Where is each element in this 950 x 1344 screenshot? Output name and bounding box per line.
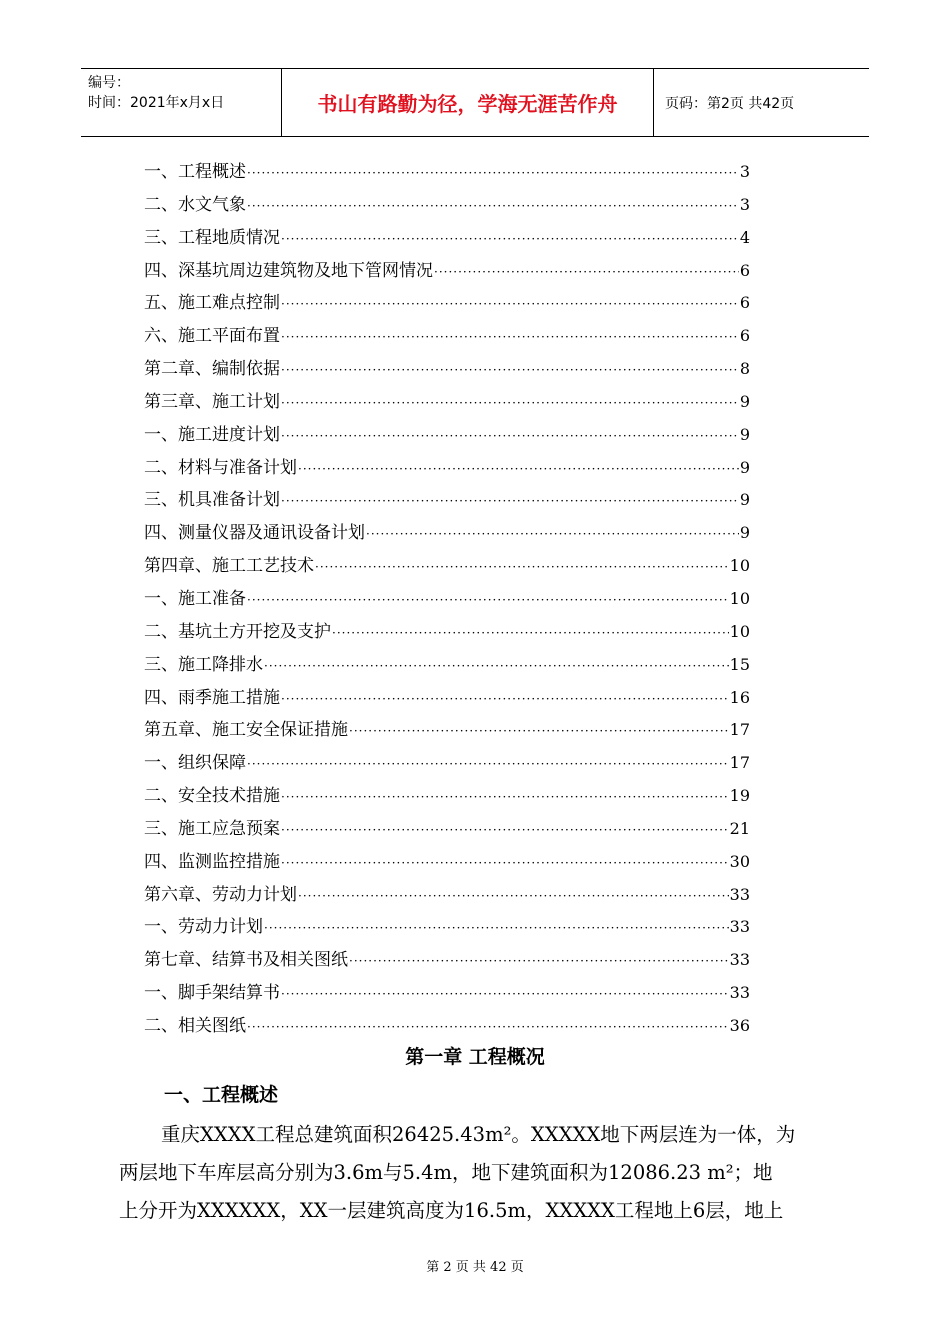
toc-entry[interactable] <box>144 649 750 682</box>
toc-entry[interactable] <box>144 747 750 780</box>
toc-leader-dots <box>281 321 739 354</box>
body-paragraph <box>119 1116 843 1230</box>
toc-entry-title: 一、施工进度计划 <box>144 424 280 445</box>
toc-entry-page: 9 <box>739 490 750 510</box>
toc-entry-title: 二、材料与准备计划 <box>144 457 297 478</box>
toc-leader-dots <box>247 157 739 190</box>
toc-entry[interactable] <box>144 714 750 747</box>
toc-leader-dots <box>281 978 729 1011</box>
header-page-info: 页码：第2页 共42页 <box>665 95 795 112</box>
toc-entry-title: 一、工程概述 <box>144 162 246 182</box>
toc-entry-page: 9 <box>739 424 750 444</box>
toc-entry[interactable] <box>144 156 750 189</box>
date-label: 时间：2021年x月x日 <box>88 95 225 111</box>
body-line: 上分开为XXXXXX，XX一层建筑高度为16.5m，XXXXX工程地上6层，地上 <box>119 1199 784 1222</box>
toc-entry-title: 二、相关图纸 <box>144 1015 246 1036</box>
toc-leader-dots <box>298 453 739 486</box>
toc-entry-page: 9 <box>739 457 750 477</box>
toc-entry-page: 10 <box>729 588 750 608</box>
toc-entry-title: 三、工程地质情况 <box>144 227 280 248</box>
toc-entry-title: 四、测量仪器及通讯设备计划 <box>144 523 365 544</box>
toc-entry-page: 9 <box>739 523 750 543</box>
toc-entry-page: 17 <box>729 720 750 740</box>
toc-entry-title: 三、施工应急预案 <box>144 818 280 839</box>
toc-entry-page: 3 <box>739 162 750 181</box>
toc-leader-dots <box>281 354 739 387</box>
toc-entry-page: 6 <box>739 326 750 346</box>
toc-entry[interactable] <box>144 846 750 879</box>
toc-leader-dots <box>281 847 729 880</box>
page-footer: 第 2 页 共 42 页 <box>426 1260 524 1275</box>
toc-leader-dots <box>264 912 729 945</box>
toc-leader-dots <box>281 683 729 716</box>
toc-leader-dots <box>247 190 739 223</box>
toc-entry-title: 二、安全技术措施 <box>144 786 280 807</box>
toc-entry-title: 一、劳动力计划 <box>144 917 263 938</box>
toc-entry[interactable] <box>144 911 750 944</box>
chapter-title: 第一章 工程概况 <box>405 1046 545 1068</box>
header-meta <box>81 69 281 136</box>
toc-entry-title: 第四章、施工工艺技术 <box>144 556 314 577</box>
toc-entry[interactable] <box>144 780 750 813</box>
toc-entry-title: 第二章、编制依据 <box>144 359 280 380</box>
toc-entry-page: 10 <box>729 556 750 576</box>
toc-leader-dots <box>298 880 729 913</box>
toc-entry-title: 二、基坑土方开挖及支护 <box>144 621 331 642</box>
body-line: 两层地下车库层高分别为3.6m与5.4m，地下建筑面积为12086.23 m²；地 <box>119 1161 773 1184</box>
toc-entry[interactable] <box>144 255 750 288</box>
toc-entry[interactable] <box>144 452 750 485</box>
toc-entry-title: 五、施工难点控制 <box>144 293 280 314</box>
toc-entry-page: 10 <box>729 621 750 641</box>
toc-leader-dots <box>349 715 729 748</box>
toc-entry-page: 17 <box>729 753 750 773</box>
toc-entry[interactable] <box>144 879 750 912</box>
toc-entry-page: 9 <box>739 391 750 411</box>
toc-entry-title: 二、水文气象 <box>144 194 246 215</box>
toc-leader-dots <box>349 945 729 978</box>
toc-entry[interactable] <box>144 386 750 419</box>
toc-leader-dots <box>281 485 739 518</box>
toc-entry[interactable] <box>144 353 750 386</box>
toc-entry[interactable] <box>144 287 750 320</box>
toc-leader-dots <box>281 420 739 453</box>
toc-leader-dots <box>315 551 729 584</box>
toc-entry[interactable] <box>144 1010 750 1043</box>
toc-leader-dots <box>281 814 729 847</box>
toc-entry-title: 第六章、劳动力计划 <box>144 884 297 905</box>
toc-entry-title: 四、深基坑周边建筑物及地下管网情况 <box>144 260 433 281</box>
toc-entry-page: 36 <box>729 1015 750 1035</box>
toc-entry-page: 6 <box>739 260 750 280</box>
toc-entry-title: 第七章、结算书及相关图纸 <box>144 950 348 971</box>
toc-entry-page: 19 <box>729 786 750 806</box>
toc-entry[interactable] <box>144 222 750 255</box>
toc-entry-page: 4 <box>739 227 750 247</box>
toc-entry[interactable] <box>144 616 750 649</box>
toc-entry[interactable] <box>144 583 750 616</box>
number-label: 编号： <box>88 75 130 91</box>
toc-leader-dots <box>281 781 729 814</box>
toc-leader-dots <box>281 387 739 420</box>
document-header <box>81 68 869 137</box>
toc-entry-title: 四、雨季施工措施 <box>144 687 280 708</box>
table-of-contents <box>144 156 750 1043</box>
toc-entry[interactable] <box>144 813 750 846</box>
toc-leader-dots <box>281 288 739 321</box>
toc-entry-title: 三、机具准备计划 <box>144 490 280 511</box>
toc-entry-title: 一、脚手架结算书 <box>144 983 280 1004</box>
toc-entry[interactable] <box>144 484 750 517</box>
toc-entry-title: 六、施工平面布置 <box>144 326 280 347</box>
toc-entry-title: 三、施工降排水 <box>144 654 263 675</box>
toc-entry[interactable] <box>144 550 750 583</box>
toc-entry-page: 3 <box>739 194 750 214</box>
toc-leader-dots <box>247 584 729 617</box>
toc-entry-page: 33 <box>729 950 750 970</box>
toc-leader-dots <box>332 617 729 650</box>
toc-entry-page: 15 <box>729 654 750 674</box>
body-line: 重庆XXXX工程总建筑面积26425.43m²。XXXXX地下两层连为一体，为 <box>161 1123 796 1146</box>
toc-leader-dots <box>264 650 729 683</box>
toc-entry-page: 21 <box>729 818 750 838</box>
toc-leader-dots <box>366 518 739 551</box>
toc-entry[interactable] <box>144 682 750 715</box>
toc-entry-page: 30 <box>729 851 750 871</box>
toc-entry-title: 第三章、施工计划 <box>144 391 280 412</box>
toc-entry[interactable] <box>144 320 750 353</box>
toc-entry[interactable] <box>144 517 750 550</box>
toc-entry-page: 33 <box>729 884 750 904</box>
toc-entry-title: 一、施工准备 <box>144 588 246 609</box>
toc-entry-page: 33 <box>729 917 750 937</box>
toc-leader-dots <box>434 256 739 289</box>
toc-entry-title: 第五章、施工安全保证措施 <box>144 720 348 741</box>
toc-entry[interactable] <box>144 419 750 452</box>
toc-entry-page: 6 <box>739 293 750 313</box>
toc-leader-dots <box>247 748 729 781</box>
toc-entry-page: 8 <box>739 359 750 379</box>
header-motto: 书山有路勤为径，学海无涯苦作舟 <box>281 69 654 136</box>
toc-entry[interactable] <box>144 977 750 1010</box>
toc-entry-page: 16 <box>729 687 750 707</box>
toc-entry-title: 四、监测监控措施 <box>144 851 280 872</box>
section-title: 一、工程概述 <box>164 1084 279 1106</box>
toc-leader-dots <box>247 1011 729 1044</box>
toc-entry[interactable] <box>144 189 750 222</box>
toc-leader-dots <box>281 223 739 256</box>
toc-entry-title: 一、组织保障 <box>144 753 246 774</box>
toc-entry[interactable] <box>144 944 750 977</box>
toc-entry-page: 33 <box>729 983 750 1003</box>
